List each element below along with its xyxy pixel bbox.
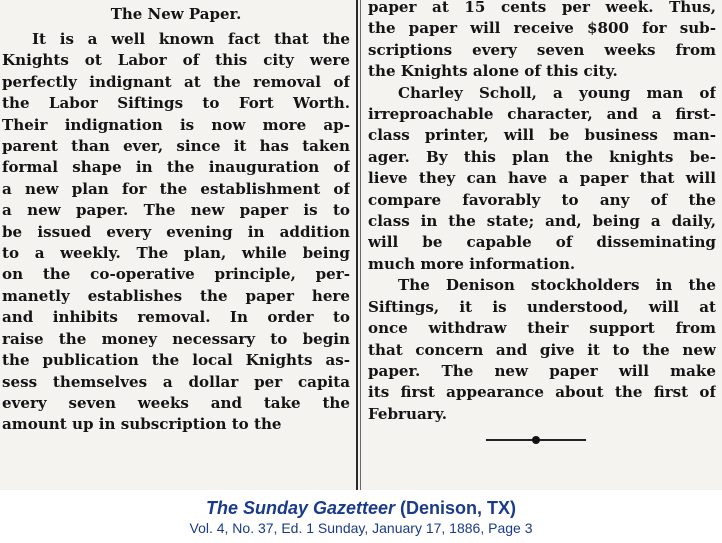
text-line: sess themselves a dollar per capita	[2, 372, 350, 391]
right-column	[368, 0, 716, 490]
text-line: irreproachable character, and a first-	[368, 105, 716, 124]
article-paragraph	[2, 29, 350, 436]
caption-issue-details: Vol. 4, No. 37, Ed. 1 Sunday, January 17, 1886, Page 3	[189, 520, 533, 536]
text-line: a new plan for the establishment of	[2, 179, 350, 198]
text-line: Siftings, it is understood, will at	[368, 297, 716, 316]
text-line: on the co-operative principle, per-	[2, 265, 350, 284]
column-divider-fine	[360, 0, 361, 490]
article-headline: The New Paper.	[110, 5, 242, 23]
text-line: Knights ot Labor of this city were	[2, 51, 350, 70]
text-line: lieve they can have a paper that will	[368, 169, 716, 188]
text-line: formal shape in the inauguration of	[2, 158, 350, 177]
text-line: the paper will receive $800 for sub-	[368, 19, 716, 38]
text-line: that concern and give it to the new	[368, 340, 716, 359]
caption-paper-name: The Sunday Gazetteer	[205, 498, 396, 518]
article-paragraph	[368, 0, 716, 83]
text-line: the Knights alone of this city.	[368, 62, 618, 81]
caption-location: (Denison, TX)	[395, 498, 517, 518]
text-line: class printer, will be business man-	[368, 126, 716, 145]
text-line: compare favorably to any of the	[368, 190, 716, 209]
right-column-body	[368, 0, 716, 425]
text-line: and inhibits removal. In order to	[2, 308, 350, 327]
text-line: its first appearance about the first of	[368, 383, 716, 402]
text-line: Charley Scholl, a young man of	[398, 83, 716, 102]
text-line: will be capable of disseminating	[368, 233, 716, 252]
text-line: scriptions every seven weeks from	[368, 40, 716, 59]
text-line: raise the money necessary to begin	[2, 329, 350, 348]
column-divider	[356, 0, 358, 490]
text-line: perfectly indignant at the removal of	[2, 72, 350, 91]
text-line: paper at 15 cents per week. Thus,	[368, 0, 716, 16]
caption-title-line	[0, 497, 722, 519]
text-line: Their indignation is now more ap-	[2, 115, 350, 134]
left-column	[2, 0, 350, 490]
text-line: February.	[368, 404, 447, 423]
text-line: ager. By this plan the knights be-	[368, 147, 716, 166]
text-line: to a weekly. The plan, while being	[2, 244, 350, 263]
end-of-article-ornament	[368, 431, 716, 449]
text-line: the publication the local Knights as-	[2, 351, 350, 370]
text-line: manetly establishes the paper here	[2, 286, 350, 305]
text-line: every seven weeks and take the	[2, 393, 350, 412]
text-line: paper. The new paper will make	[368, 361, 716, 380]
text-line: be issued every evening in addition	[2, 222, 350, 241]
text-line: the Labor Siftings to Fort Worth.	[2, 94, 350, 113]
text-line: amount up in subscription to the	[2, 415, 282, 434]
text-line: class in the state; and, being a daily,	[368, 212, 716, 231]
ornament-dot	[532, 436, 540, 444]
text-line: It is a well known fact that the	[32, 30, 350, 48]
text-line: a new paper. The new paper is to	[2, 201, 350, 220]
text-line: The Denison stockholders in the	[398, 276, 716, 295]
article-paragraph	[368, 83, 716, 276]
text-line: much more information.	[368, 254, 576, 273]
article-paragraph	[368, 275, 716, 425]
left-column-body	[2, 29, 350, 436]
text-line: parent than ever, since it has taken	[2, 137, 350, 156]
source-caption	[0, 490, 722, 543]
text-line: once withdraw their support from	[368, 319, 716, 338]
